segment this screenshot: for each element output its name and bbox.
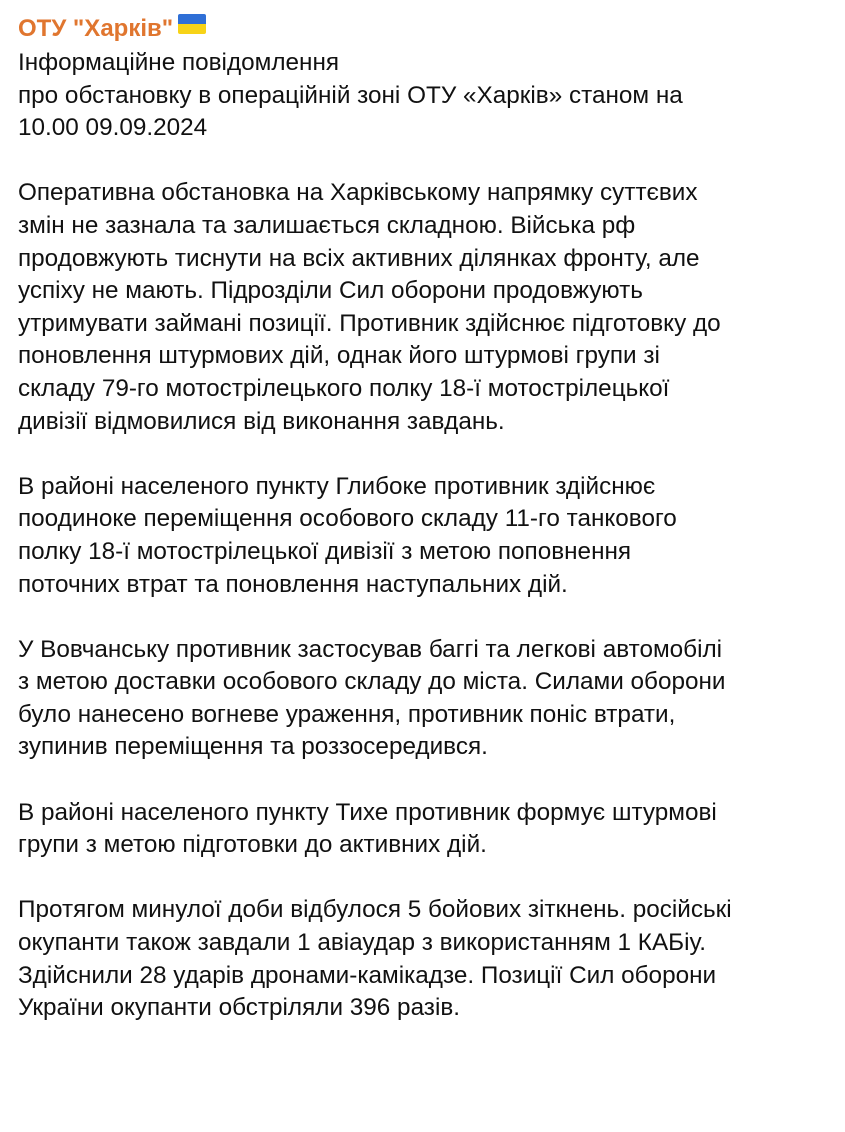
text-line: поновлення штурмових дій, однак його штурмові групи зі (18, 342, 660, 370)
header-line: 10.00 09.09.2024 (18, 114, 208, 142)
text-line: В районі населеного пункту Глибоке противник здійснює (18, 472, 656, 500)
text-line: окупанти також завдали 1 авіаудар з використанням 1 КАБіу. (18, 929, 706, 957)
text-line: полку 18-ї мотострілецької дивізії з метою поповнення (18, 537, 632, 565)
header-line: Інформаційне повідомлення (18, 49, 340, 76)
text-line: В районі населеного пункту Тихе противник формує штурмові (18, 798, 717, 826)
paragraph-daily-summary (18, 894, 827, 1024)
ukraine-flag-icon (178, 14, 206, 34)
text-line: з метою доставки особового складу до міста. Силами оборони (18, 668, 726, 696)
text-line: поодиноке переміщення особового складу 11-го танкового (18, 505, 677, 533)
header-line: про обстановку в операційній зоні ОТУ «Харків» станом на (18, 81, 683, 109)
message-header (18, 47, 827, 145)
sender-row (18, 11, 827, 47)
text-line: групи з метою підготовки до активних дій. (18, 831, 487, 859)
text-line: зупинив переміщення та роззосередився. (18, 733, 488, 761)
text-line: Оперативна обстановка на Харківському напрямку суттєвих (18, 179, 698, 207)
text-line: України окупанти обстріляли 396 разів. (18, 994, 461, 1022)
text-line: Протягом минулої доби відбулося 5 бойових зіткнень. російські (18, 896, 732, 924)
text-line: було нанесено вогневе ураження, противник поніс втрати, (18, 700, 676, 728)
text-line: продовжують тиснути на всіх активних ділянках фронту, але (18, 244, 700, 272)
text-line: Здійснили 28 ударів дронами-камікадзе. Позиції Сил оборони (18, 961, 717, 989)
text-line: змін не зазнала та залишається складною. Війська рф (18, 211, 636, 239)
paragraph-hlyboke (18, 471, 827, 601)
text-line: утримувати займані позиції. Противник здійснює підготовку до (18, 309, 721, 337)
sender-name[interactable]: ОТУ "Харків" (18, 14, 174, 42)
text-line: успіху не мають. Підрозділи Сил оборони продовжують (18, 277, 643, 305)
text-line: поточних втрат та поновлення наступальних дій. (18, 570, 568, 598)
paragraph-tykhe (18, 797, 827, 862)
text-line: складу 79-го мотострілецького полку 18-ї мотострілецької (18, 374, 670, 402)
paragraph-vovchansk (18, 634, 827, 764)
paragraph-situation (18, 177, 827, 438)
text-line: У Вовчанську противник застосував баггі та легкові автомобілі (18, 635, 723, 663)
text-line: дивізії відмовилися від виконання завдань. (18, 407, 505, 435)
